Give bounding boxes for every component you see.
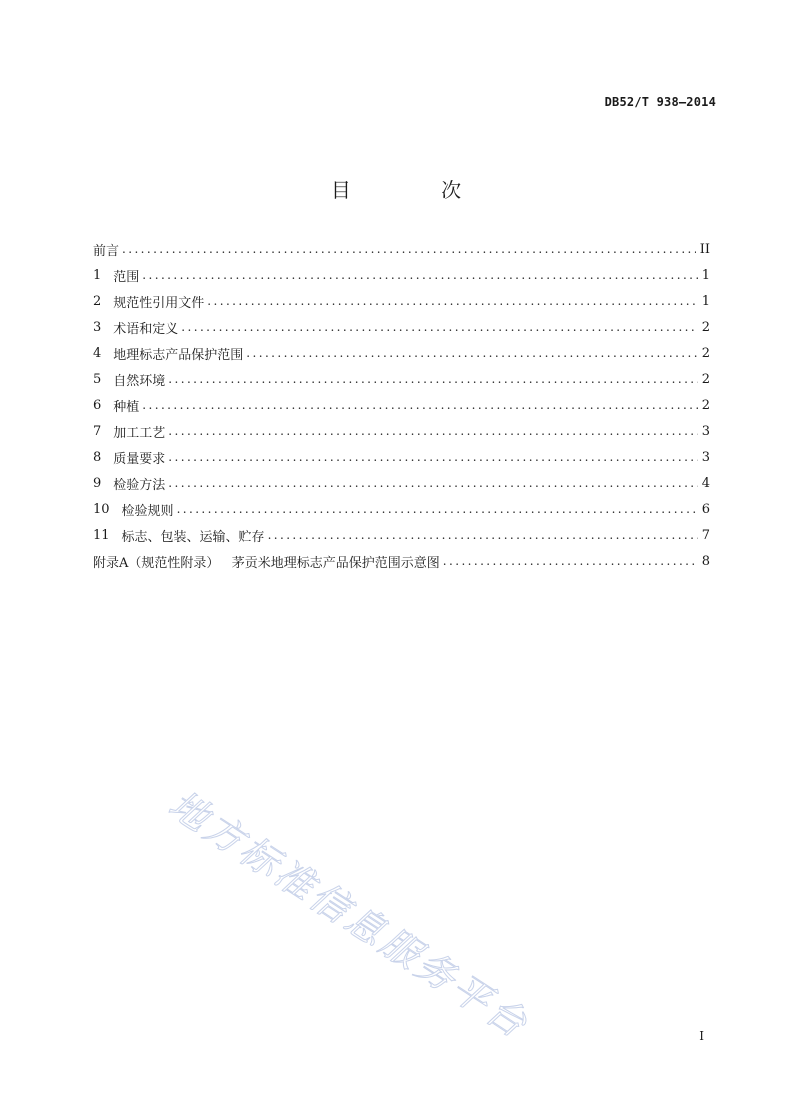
toc-entry-preface[interactable] (93, 236, 710, 262)
toc-leader-dots (168, 424, 697, 438)
toc-entry-number: 11 (93, 527, 110, 543)
toc-entry-2[interactable] (93, 288, 710, 314)
toc-entry-6[interactable] (93, 392, 710, 418)
toc-entry-page: II (699, 241, 710, 257)
toc-leader-dots (443, 554, 698, 568)
toc-entry-page: 3 (701, 449, 710, 465)
toc-entry-label: 地理标志产品保护范围 (113, 347, 244, 363)
toc-entry-8[interactable] (93, 444, 710, 470)
toc-entry-number: 3 (93, 319, 102, 335)
toc-entry-label: 质量要求 (113, 451, 166, 467)
toc-leader-dots (142, 398, 697, 412)
toc-leader-dots (142, 268, 697, 282)
toc-entry-appendix-a[interactable] (93, 548, 710, 574)
table-of-contents (93, 236, 710, 574)
toc-title: 目 次 (330, 178, 504, 202)
toc-entry-page: 8 (701, 553, 710, 569)
toc-entry-page: 4 (701, 475, 710, 491)
toc-entry-11[interactable] (93, 522, 710, 548)
watermark: 地方标准信息服务平台 (161, 781, 538, 1048)
toc-entry-label: 术语和定义 (113, 321, 179, 337)
toc-leader-dots (268, 528, 698, 542)
toc-entry-label: 规范性引用文件 (113, 295, 205, 311)
toc-entry-label: 标志、包装、运输、贮存 (121, 529, 265, 545)
toc-entry-page: 2 (701, 397, 710, 413)
toc-leader-dots (181, 320, 697, 334)
toc-leader-dots (168, 372, 697, 386)
toc-entry-label: 检验规则 (121, 503, 174, 519)
toc-leader-dots (177, 502, 698, 516)
toc-entry-number: 7 (93, 423, 102, 439)
toc-entry-number: 6 (93, 397, 102, 413)
toc-entry-4[interactable] (93, 340, 710, 366)
toc-entry-page: 1 (701, 267, 710, 283)
toc-entry-3[interactable] (93, 314, 710, 340)
toc-entry-page: 6 (701, 501, 710, 517)
toc-leader-dots (122, 242, 696, 256)
toc-entry-number: 9 (93, 475, 102, 491)
toc-entry-label: 种植 (113, 399, 140, 415)
toc-entry-number: 4 (93, 345, 102, 361)
toc-entry-page: 2 (701, 371, 710, 387)
toc-entry-label: 附录A（规范性附录） 茅贡米地理标志产品保护范围示意图 (93, 555, 440, 571)
document-code: DB52/T 938—2014 (604, 95, 716, 109)
toc-entry-page: 1 (701, 293, 710, 309)
toc-entry-5[interactable] (93, 366, 710, 392)
toc-entry-number: 2 (93, 293, 102, 309)
toc-entry-label: 自然环境 (113, 373, 166, 389)
toc-leader-dots (168, 476, 697, 490)
toc-entry-label: 范围 (113, 269, 140, 285)
toc-entry-page: 7 (701, 527, 710, 543)
toc-entry-number: 8 (93, 449, 102, 465)
toc-entry-number: 5 (93, 371, 102, 387)
toc-leader-dots (246, 346, 697, 360)
toc-entry-number: 1 (93, 267, 102, 283)
toc-leader-dots (168, 450, 697, 464)
toc-entry-label: 加工工艺 (113, 425, 166, 441)
toc-entry-label: 检验方法 (113, 477, 166, 493)
toc-entry-page: 3 (701, 423, 710, 439)
toc-entry-page: 2 (701, 345, 710, 361)
toc-entry-9[interactable] (93, 470, 710, 496)
page-number: I (699, 1029, 704, 1043)
toc-entry-number: 10 (93, 501, 110, 517)
toc-entry-7[interactable] (93, 418, 710, 444)
toc-entry-10[interactable] (93, 496, 710, 522)
toc-entry-page: 2 (701, 319, 710, 335)
toc-entry-label: 前言 (93, 243, 120, 259)
toc-entry-1[interactable] (93, 262, 710, 288)
toc-leader-dots (207, 294, 697, 308)
